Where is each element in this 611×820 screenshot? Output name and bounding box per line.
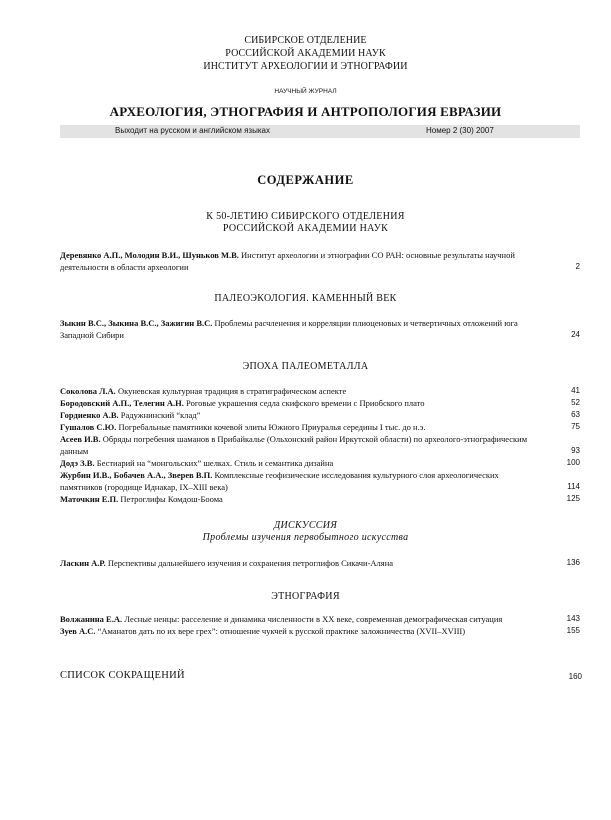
- entry-author: Волжанина Е.А.: [60, 614, 123, 624]
- contents-heading: СОДЕРЖАНИЕ: [257, 173, 354, 187]
- entry-author: Маточкин Е.П.: [60, 494, 119, 504]
- entry-page: 100: [566, 458, 580, 467]
- entry-author: Гушалов С.Ю.: [60, 422, 117, 432]
- journal-title: АРХЕОЛОГИЯ, ЭТНОГРАФИЯ И АНТРОПОЛОГИЯ ЕВРАЗИИ: [109, 104, 502, 119]
- entry-title: Лесные ненцы: расселение и динамика численности в XX веке, современная демографическая ситуация: [124, 614, 503, 624]
- entry-page: 24: [571, 330, 580, 339]
- entry-author: Ласкин А.Р.: [60, 558, 106, 568]
- entry-title: Институт археологии и этнографии СО РАН: основные результаты научной деятельности в области археологии: [60, 250, 515, 272]
- entry-title: Окуневская культурная традиция в стратиграфическом аспекте: [117, 386, 347, 396]
- entry-author: Соколова Л.А.: [60, 386, 116, 396]
- entry-title: Петроглифы Комдош-Боома: [120, 494, 223, 504]
- entry-title: “Аманатов дать по их вере грех”: отношение чукчей к русской практике заложничества (XVII–XVIII): [97, 626, 466, 636]
- toc-entry[interactable]: [60, 421, 580, 433]
- toc-entry[interactable]: [60, 409, 580, 421]
- entry-page: 143: [566, 614, 580, 623]
- section-title: ДИСКУССИЯ: [273, 520, 338, 531]
- entry-page: 52: [571, 398, 580, 407]
- section-title: К 50-ЛЕТИЮ СИБИРСКОГО ОТДЕЛЕНИЯ: [206, 211, 405, 222]
- entry-title: Проблемы расчленения и корреляции плиоценовых и четвертичных отложений юга Западной Сибири: [60, 318, 518, 340]
- toc-entry[interactable]: [60, 433, 580, 457]
- entry-page: 75: [571, 422, 580, 431]
- entry-author: Гордиенко А.В.: [60, 410, 119, 420]
- org-line-2: РОССИЙСКОЙ АКАДЕМИИ НАУК: [225, 48, 386, 59]
- abbreviations-link[interactable]: СПИСОК СОКРАЩЕНИЙ: [60, 670, 185, 681]
- entry-page: 2: [575, 262, 580, 271]
- entry-title: Обряды погребения шаманов в Прибайкалье (Ольхонский район Иркутской области) по археолого-этнографическим данным: [60, 434, 528, 456]
- toc-entry[interactable]: [60, 385, 580, 397]
- entry-author: Деревянко А.П., Молодин В.И., Шуньков М.В.: [60, 250, 239, 260]
- entry-author: Журбин И.В., Бобачев А.А., Зверев В.П.: [60, 470, 213, 480]
- entry-author: Асеев И.В.: [60, 434, 101, 444]
- org-line-1: СИБИРСКОЕ ОТДЕЛЕНИЕ: [244, 35, 367, 46]
- issue-number: Номер 2 (30) 2007: [426, 126, 494, 135]
- entry-page: 125: [566, 494, 580, 503]
- abbreviations-page: 160: [568, 672, 582, 681]
- section-entries: [60, 317, 580, 341]
- issue-bar: [60, 125, 580, 138]
- toc-entry[interactable]: [60, 493, 580, 505]
- entry-page: 114: [567, 482, 580, 491]
- toc-entry[interactable]: [60, 469, 580, 493]
- toc-entry[interactable]: [60, 457, 580, 469]
- entry-author: Зуев А.С.: [60, 626, 96, 636]
- entry-title: Комплексные геофизические исследования культурного слоя археологических памятников (городище Иднакар, IX–XIII века): [60, 470, 499, 492]
- section-entries: [60, 557, 580, 569]
- section-entries: [60, 385, 580, 505]
- toc-entry[interactable]: [60, 249, 580, 273]
- section-title-2: Проблемы изучения первобытного искусства: [202, 532, 409, 543]
- languages-note: Выходит на русском и английском языках: [115, 126, 270, 135]
- entry-title: Радужнинский “клад”: [120, 410, 201, 420]
- org-line-3: ИНСТИТУТ АРХЕОЛОГИИ И ЭТНОГРАФИИ: [203, 61, 408, 72]
- entry-title: Бестиарий на “монгольских” шелках. Стиль и семантика дизайна: [96, 458, 334, 468]
- section-title: ЭПОХА ПАЛЕОМЕТАЛЛА: [242, 361, 369, 372]
- entry-title: Перспективы дальнейшего изучения и сохранения петроглифов Сикачи-Аляна: [107, 558, 394, 568]
- entry-page: 63: [571, 410, 580, 419]
- section-title: ЭТНОГРАФИЯ: [271, 591, 340, 602]
- entry-author: Бородовский А.П., Телегин А.Н.: [60, 398, 184, 408]
- entry-title: Погребальные памятники кочевой элиты Южного Приуралья середины I тыс. до н.э.: [118, 422, 426, 432]
- entry-page: 41: [571, 386, 580, 395]
- toc-entry[interactable]: [60, 397, 580, 409]
- section-entries: [60, 249, 580, 273]
- section-title: ПАЛЕОЭКОЛОГИЯ. КАМЕННЫЙ ВЕК: [214, 293, 397, 304]
- entry-page: 155: [566, 626, 580, 635]
- section-entries: [60, 613, 580, 637]
- entry-author: Додэ З.В.: [60, 458, 95, 468]
- entry-title: Роговые украшения седла скифского времени с Приобского плато: [186, 398, 425, 408]
- toc-entry[interactable]: [60, 317, 580, 341]
- section-title-2: РОССИЙСКОЙ АКАДЕМИИ НАУК: [222, 223, 389, 234]
- journal-label: НАУЧНЫЙ ЖУРНАЛ: [274, 88, 337, 95]
- entry-author: Зыкин В.С., Зыкина В.С., Зажигин В.С.: [60, 318, 213, 328]
- toc-entry[interactable]: [60, 557, 580, 569]
- entry-page: 136: [566, 558, 580, 567]
- toc-entry[interactable]: [60, 613, 580, 625]
- toc-entry[interactable]: [60, 625, 580, 637]
- entry-page: 93: [571, 446, 580, 455]
